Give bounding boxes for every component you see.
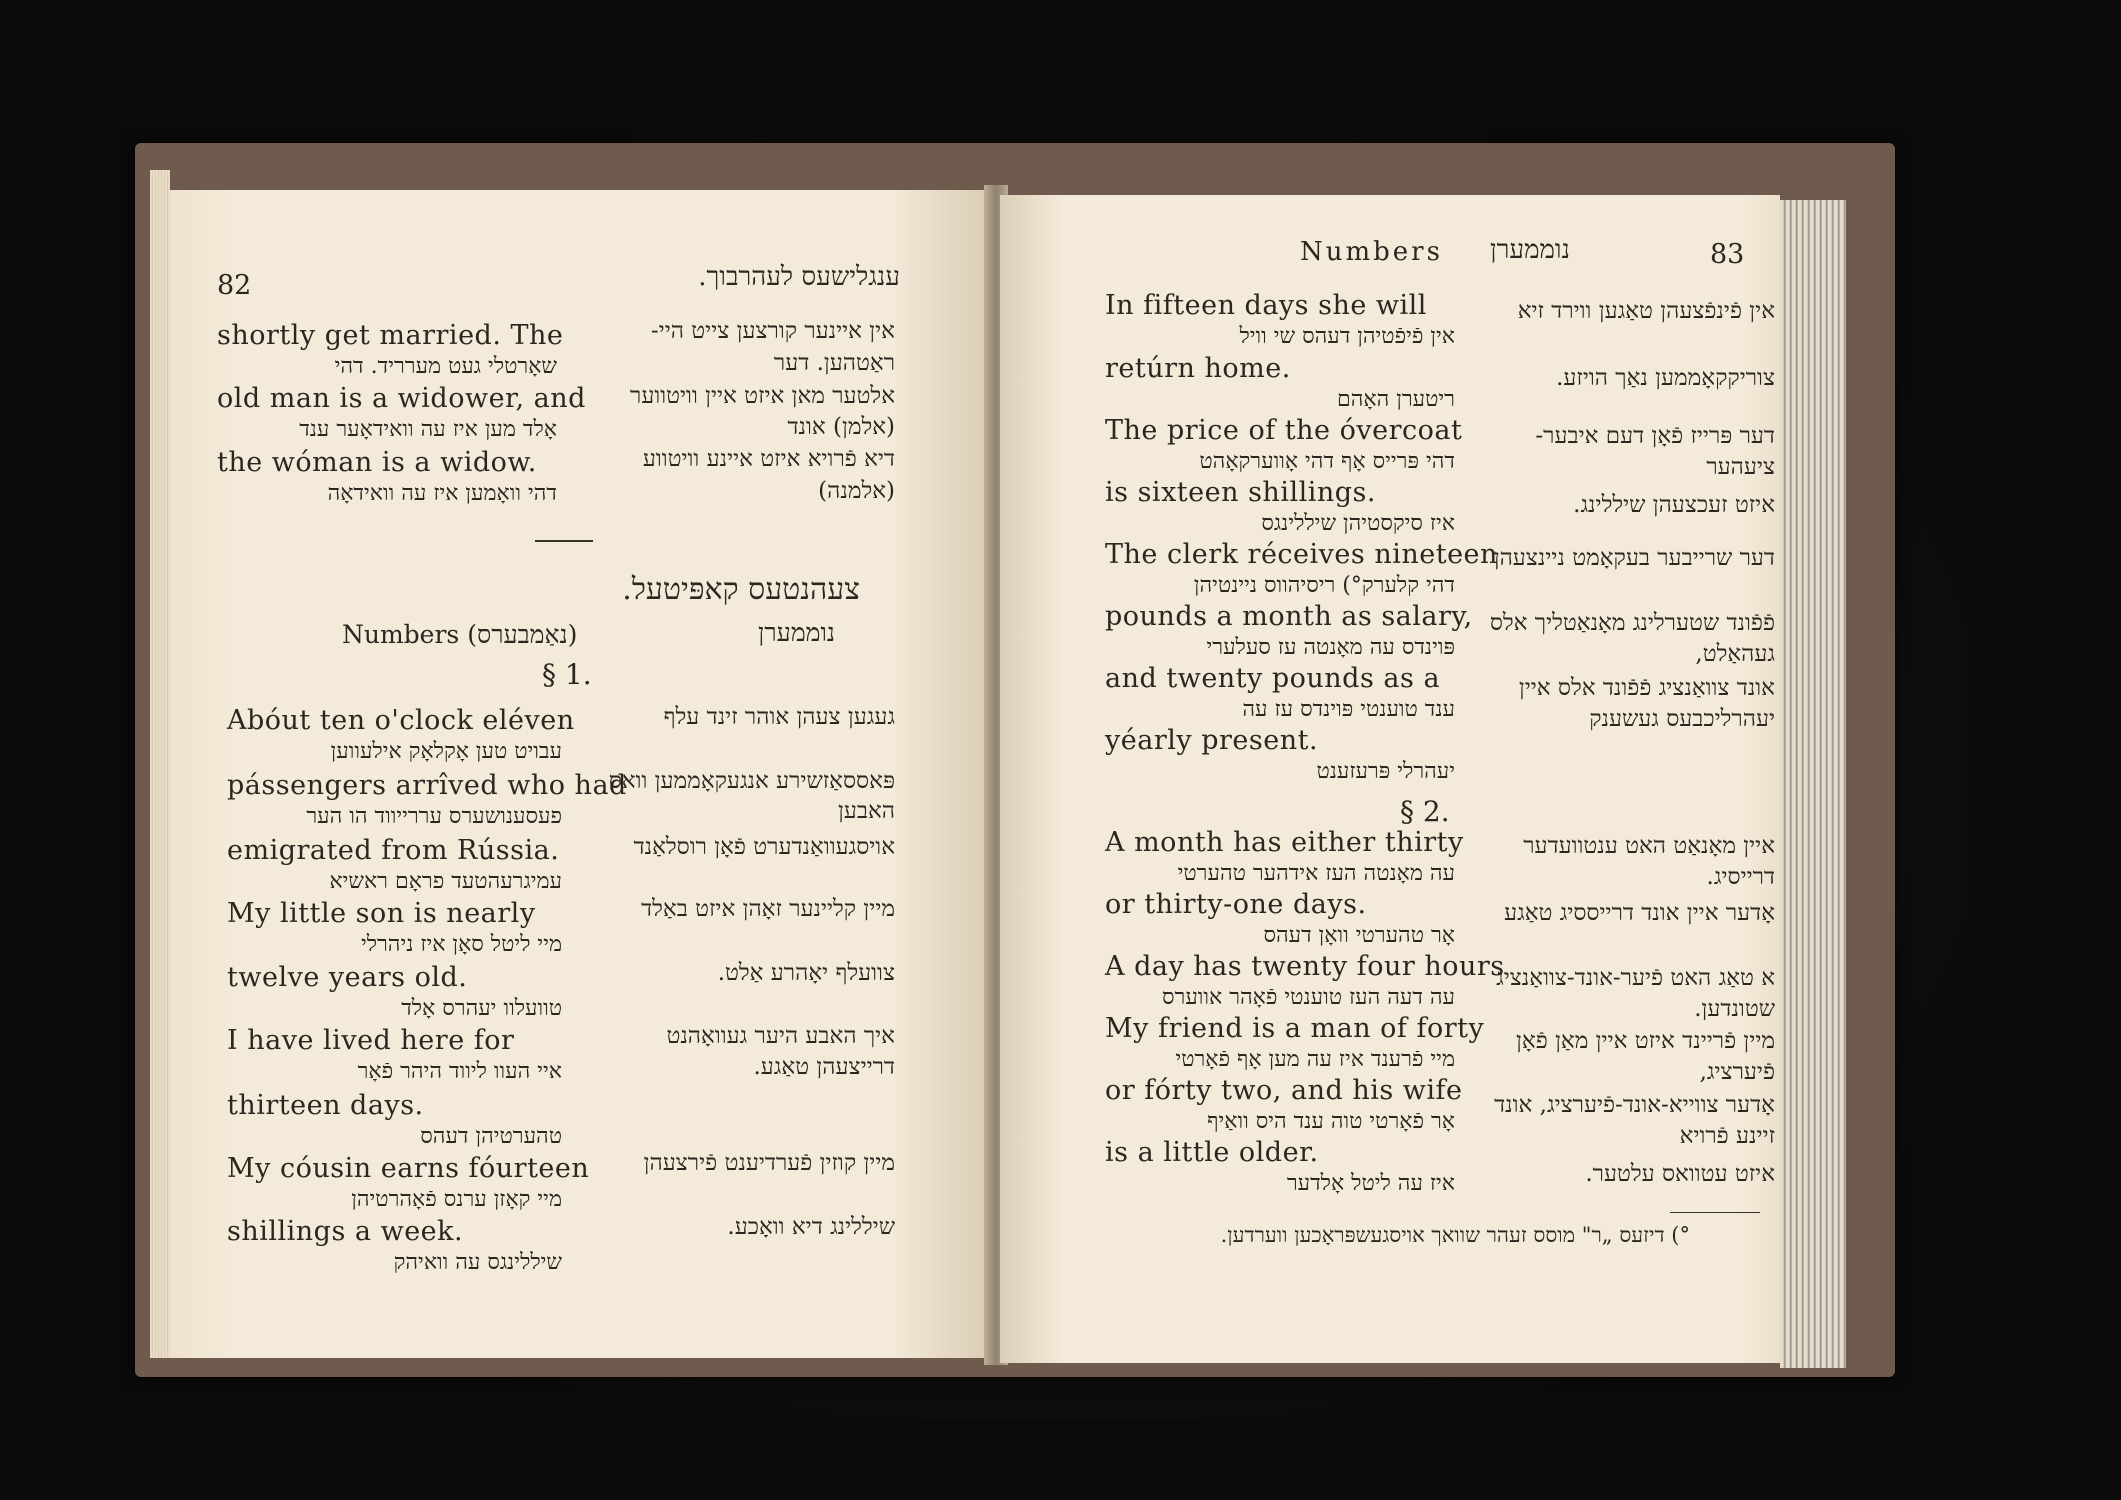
entry-yiddish: איך האבע היער געוואָהנט bbox=[666, 1023, 895, 1049]
entry-yiddish: יעהרליכבעס געשענק bbox=[1589, 706, 1775, 732]
entry-yiddish: ציעהער bbox=[1706, 454, 1775, 480]
entry-yiddish: ראַטהען. דער bbox=[773, 350, 895, 376]
page-number-right: 83 bbox=[1710, 239, 1745, 270]
entry-yiddish: דער שרייבער בעקאָמט ניינצעהן bbox=[1493, 545, 1775, 571]
entry-transliteration: דהי פּרייס אָף דהי אָווערקאָהט bbox=[1199, 449, 1455, 474]
footnote: °) דיזעס „ר" מוסס זעהר שוואך אויסגעשפּראָכען ווערדען. bbox=[1220, 1223, 1690, 1247]
entry-transliteration: דהי וואָמען איז עה וואידאָה bbox=[327, 481, 557, 506]
entry-transliteration: טוועלוו יעהרס אָלד bbox=[401, 996, 562, 1021]
section-title-english: Numbers (נאַמבערס) bbox=[342, 620, 578, 649]
entry-yiddish: זיינע פֿרויא bbox=[1679, 1123, 1775, 1149]
entry-en: old man is a widower, and bbox=[217, 383, 586, 414]
entry-transliteration: עה דעה העז טוענטי פֿאָהר אווערס bbox=[1162, 985, 1455, 1010]
entry-en: Abóut ten o'clock eléven bbox=[227, 705, 575, 736]
entry-en: or fórty two, and his wife bbox=[1105, 1075, 1463, 1106]
entry-yiddish: אין פֿינפֿצעהן טאַגען ווירד זיא bbox=[1517, 298, 1775, 324]
entry-en: pounds a month as salary, bbox=[1105, 601, 1473, 632]
entry-yiddish: צוריקקאָממען נאַך הויזע. bbox=[1556, 365, 1775, 391]
page-edges-right bbox=[1780, 200, 1846, 1368]
running-head-left: ענגלישעס לעהרבוך. bbox=[698, 262, 900, 292]
entry-yiddish: שיללינג דיא וואָכע. bbox=[727, 1214, 895, 1240]
section-divider bbox=[535, 540, 593, 542]
entry-yiddish: געגען צעהן אוהר זינד עלף bbox=[663, 704, 895, 730]
entry-transliteration: יעהרלי פּרעזענט bbox=[1316, 759, 1455, 784]
entry-en: The price of the óvercoat bbox=[1105, 415, 1463, 446]
entry-yiddish: אָדער צווייא-אונד-פֿיערציג, אונד bbox=[1494, 1092, 1775, 1118]
entry-yiddish: מיין פֿריינד איזט איין מאַן פֿאָן bbox=[1516, 1028, 1775, 1054]
running-head-english: Numbers bbox=[1300, 237, 1443, 267]
entry-en: emigrated from Rússia. bbox=[227, 835, 560, 866]
entry-en: retúrn home. bbox=[1105, 353, 1291, 384]
entry-en: and twenty pounds as a bbox=[1105, 663, 1441, 694]
entry-en: thirteen days. bbox=[227, 1090, 424, 1121]
entry-yiddish: דיא פֿרויא איזט איינע וויטווע bbox=[642, 446, 895, 472]
entry-yiddish: צוועלף יאָהרע אַלט. bbox=[717, 960, 895, 986]
entry-yiddish: אונד צוואַנציג פֿפֿונד אלס איין bbox=[1518, 675, 1775, 701]
entry-en: I have lived here for bbox=[227, 1025, 515, 1056]
entry-transliteration: עבויט טען אָקלאָק אילעווען bbox=[330, 739, 562, 764]
entry-yiddish: דער פּרייז פֿאָן דעם איבער- bbox=[1535, 423, 1775, 449]
entry-yiddish: פֿיערציג, bbox=[1699, 1059, 1775, 1085]
entry-yiddish: געהאַלט, bbox=[1695, 641, 1775, 667]
entry-en: is sixteen shillings. bbox=[1105, 477, 1376, 508]
entry-transliteration: מיי פֿרענד איז עה מען אָף פֿאָרטי bbox=[1175, 1047, 1455, 1072]
entry-yiddish: אין איינער קורצען צייט היי- bbox=[650, 318, 895, 344]
entry-transliteration: אין פֿיפֿטיהן דעהס שי וויל bbox=[1239, 324, 1455, 349]
paragraph-marker: § 2. bbox=[1400, 795, 1450, 828]
entry-yiddish: איזט עטוואס עלטער. bbox=[1585, 1161, 1775, 1187]
entry-yiddish: אלטער מאן איזט איין וויטווער bbox=[630, 383, 895, 409]
page-edges-left bbox=[150, 170, 170, 1358]
entry-en: the wóman is a widow. bbox=[217, 447, 537, 478]
entry-en: yéarly present. bbox=[1105, 725, 1319, 756]
entry-en: shortly get married. The bbox=[217, 320, 564, 351]
footnote-rule bbox=[1670, 1212, 1760, 1213]
entry-en: A month has either thirty bbox=[1105, 827, 1464, 858]
entry-yiddish: פּאססאַזשירע אנגעקאָממען וואס bbox=[608, 768, 895, 794]
entry-yiddish: (אלמן) אונד bbox=[787, 414, 895, 440]
entry-yiddish: מיין קוזין פֿערדיענט פֿירצעהן bbox=[643, 1150, 895, 1176]
entry-en: or thirty-one days. bbox=[1105, 889, 1367, 920]
entry-transliteration: אָלד מען איז עה וואידאָער ענד bbox=[299, 417, 557, 442]
entry-yiddish: אָדער איין אונד דרייססיג טאַגע bbox=[1504, 900, 1775, 926]
entry-en: My little son is nearly bbox=[227, 898, 536, 929]
entry-transliteration: ענד טוענטי פּוינדס עז עה bbox=[1242, 697, 1455, 722]
entry-transliteration: עמיגרעהטעד פראָם ראשיא bbox=[329, 869, 562, 894]
entry-transliteration: פעסענושערס עררייווד הו הער bbox=[306, 804, 562, 829]
entry-en: pássengers arrîved who had bbox=[227, 770, 627, 801]
entry-yiddish: שטונדען. bbox=[1694, 996, 1775, 1022]
entry-en: is a little older. bbox=[1105, 1137, 1319, 1168]
entry-yiddish: האבען bbox=[838, 798, 895, 824]
entry-transliteration: שאָרטלי געט מערריד. דהי bbox=[334, 354, 557, 379]
page-number-left: 82 bbox=[217, 270, 252, 301]
right-page bbox=[1000, 195, 1780, 1363]
entry-transliteration: אָר פֿאָרטי טוה ענד היס וואַיף bbox=[1207, 1109, 1455, 1134]
entry-transliteration: מיי קאָזן ערנס פֿאָהרטיהן bbox=[351, 1187, 562, 1212]
entry-transliteration: עה מאָנטה העז אידהער טהערטי bbox=[1177, 861, 1455, 886]
entry-yiddish: איין מאָנאַט האט ענטוועדער bbox=[1523, 833, 1775, 859]
entry-en: A day has twenty four hours bbox=[1105, 951, 1505, 982]
entry-transliteration: ריטערן האָהם bbox=[1337, 387, 1455, 412]
entry-transliteration: איז סיקסטיהן שיללינגס bbox=[1261, 511, 1455, 536]
entry-yiddish: (אלמנה) bbox=[818, 478, 895, 504]
entry-transliteration: איי העוו ליווד היהר פֿאָר bbox=[357, 1059, 562, 1084]
paragraph-marker: § 1. bbox=[542, 658, 592, 691]
entry-en: My cóusin earns fóurteen bbox=[227, 1153, 590, 1184]
entry-transliteration: פּוינדס עה מאָנטה עז סעלערי bbox=[1206, 635, 1455, 660]
left-page bbox=[170, 190, 990, 1358]
entry-transliteration: איז עה ליטל אָלדער bbox=[1286, 1171, 1455, 1196]
entry-transliteration: טהערטיהן דעהס bbox=[420, 1124, 562, 1149]
entry-en: My friend is a man of forty bbox=[1105, 1013, 1485, 1044]
entry-en: The clerk réceives nineteen bbox=[1105, 539, 1498, 570]
entry-yiddish: א טאַג האט פֿיער-אונד-צוואַנציג bbox=[1496, 965, 1775, 991]
entry-transliteration: שיללינגס עה וואיהק bbox=[393, 1250, 562, 1275]
entry-transliteration: אָר טהערטי וואָן דעהס bbox=[1263, 923, 1455, 948]
entry-yiddish: איזט זעכצעהן שיללינג. bbox=[1573, 492, 1775, 518]
entry-yiddish: פֿפֿונד שטערלינג מאָנאַטליך אלס bbox=[1489, 610, 1775, 636]
entry-yiddish: אויסגעוואַנדערט פֿאָן רוסלאַנד bbox=[633, 834, 895, 860]
section-title-yiddish: נוממערן bbox=[758, 618, 835, 647]
entry-transliteration: מיי ליטל סאָן איז ניהרלי bbox=[360, 932, 562, 957]
running-head-yiddish: נוממערן bbox=[1489, 235, 1570, 265]
entry-en: shillings a week. bbox=[227, 1216, 464, 1247]
entry-yiddish: דרייצעהן טאַגע. bbox=[753, 1054, 895, 1080]
entry-transliteration: דהי קלערק°) ריסיהווס ניינטיהן bbox=[1193, 573, 1455, 598]
entry-yiddish: מיין קליינער זאָהן איזט באַלד bbox=[641, 896, 895, 922]
entry-en: In fifteen days she will bbox=[1105, 290, 1427, 321]
entry-yiddish: דרייסיג. bbox=[1706, 864, 1775, 890]
entry-en: twelve years old. bbox=[227, 962, 468, 993]
chapter-title: צעהנטעס קאפּיטעל. bbox=[622, 572, 860, 607]
